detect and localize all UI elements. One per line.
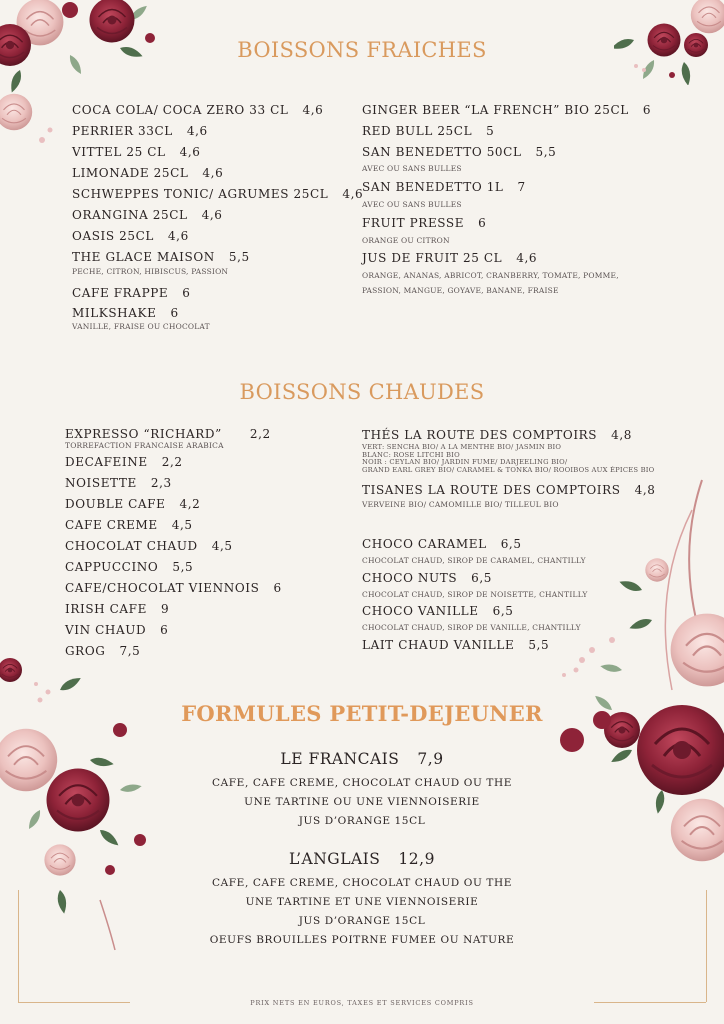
menu-item: OASIS 25CL 4,6 [72,229,189,243]
menu-item: GROG 7,5 [65,644,141,658]
menu-item-description: ORANGE, ANANAS, ABRICOT, CRANBERRY, TOMATE, POMME, [362,271,619,280]
formula-line: CAFE, CAFE CREME, CHOCOLAT CHAUD OU THE [211,877,512,889]
formula-anglais-title: L’ANGLAIS 12,9 [289,850,435,868]
menu-item: CHOCOLAT CHAUD 4,5 [65,539,233,553]
menu-item: CAPPUCCINO 5,5 [65,560,194,574]
menu-item-description: CHOCOLAT CHAUD, SIROP DE NOISETTE, CHANTILLY [362,590,588,599]
menu-item: THE GLACE MAISON 5,5 [72,250,250,264]
menu-item-description: VERT: SENCHA BIO/ A LA MENTHE BIO/ JASMIN BIO [362,443,562,451]
menu-item: LAIT CHAUD VANILLE 5,5 [362,638,550,652]
hot-drinks-title: BOISSONS CHAUDES [239,380,485,404]
menu-item-description: CHOCOLAT CHAUD, SIROP DE CARAMEL, CHANTILLY [362,556,586,565]
menu-item: PERRIER 33CL 4,6 [72,124,208,138]
menu-item-description: BLANC: ROSE LITCHI BIO [362,450,460,459]
formula-line: UNE TARTINE ET UNE VIENNOISERIE [245,896,479,908]
menu-item-description: AVEC OU SANS BULLES [362,200,462,209]
menu-item: SAN BENEDETTO 50CL 5,5 [362,145,557,159]
menu-item: TISANES LA ROUTE DES COMPTOIRS 4,8 [362,483,656,497]
menu-item: CAFE FRAPPE 6 [72,286,191,300]
menu-item-description: AVEC OU SANS BULLES [362,164,462,173]
formula-line: UNE TARTINE OU UNE VIENNOISERIE [244,796,480,808]
menu-item: NOISETTE 2,3 [65,476,172,490]
menu-item: VITTEL 25 CL 4,6 [72,145,201,159]
menu-item: JUS DE FRUIT 25 CL 4,6 [362,251,538,265]
menu-item: CHOCO CARAMEL 6,5 [362,537,522,551]
menu-item-description: VERVEINE BIO/ CAMOMILLE BIO/ TILLEUL BIO [362,500,559,509]
formula-line: CAFE, CAFE CREME, CHOCOLAT CHAUD OU THE [211,777,512,789]
menu-item: SCHWEPPES TONIC/ AGRUMES 25CL 4,6 [72,187,364,201]
menu-item-description: ORANGE OU CITRON [362,236,450,245]
menu-item: DECAFEINE 2,2 [65,455,183,469]
menu-item-description: PECHE, CITRON, HIBISCUS, PASSION [72,267,229,276]
formula-line: JUS D’ORANGE 15CL [298,915,426,927]
menu-item: VIN CHAUD 6 [65,623,169,637]
menu-item: RED BULL 25CL 5 [362,124,495,138]
menu-item-description: CHOCOLAT CHAUD, SIROP DE VANILLE, CHANTILLY [362,623,581,632]
menu-item: MILKSHAKE 6 [72,306,179,320]
footer-note: PRIX NETS EN EUROS, TAXES ET SERVICES COMPRIS [250,999,474,1007]
menu-item: THÉS LA ROUTE DES COMPTOIRS 4,8 [362,428,633,442]
floral-decoration-right [552,470,724,890]
menu-item: CHOCO VANILLE 6,5 [362,604,514,618]
menu-item: COCA COLA/ COCA ZERO 33 CL 4,6 [72,103,324,117]
menu-item-description: PASSION, MANGUE, GOYAVE, BANANE, FRAISE [362,286,559,295]
menu-item: GINGER BEER “LA FRENCH” BIO 25CL 6 [362,103,652,117]
menu-item: CAFE CREME 4,5 [65,518,193,532]
menu-item-description: NOIR : CEYLAN BIO/ JARDIN FUME/ DARJEELING BIO/ [362,458,568,466]
menu-item: IRISH CAFE 9 [65,602,170,616]
formula-line: OEUFS BROUILLES POITRNE FUMEE OU NATURE [209,934,515,946]
menu-item: SAN BENEDETTO 1L 7 [362,180,526,194]
menu-item: LIMONADE 25CL 4,6 [72,166,224,180]
menu-item: CAFE/CHOCOLAT VIENNOIS 6 [65,581,282,595]
menu-item: CHOCO NUTS 6,5 [362,571,493,585]
menu-item: FRUIT PRESSE 6 [362,216,487,230]
cold-drinks-title: BOISSONS FRAICHES [237,38,487,62]
formula-line: JUS D’ORANGE 15CL [298,815,426,827]
menu-item: DOUBLE CAFE 4,2 [65,497,201,511]
formula-francais-title: LE FRANCAIS 7,9 [280,750,444,768]
breakfast-title: FORMULES PETIT-DEJEUNER [181,701,543,726]
menu-item-description: GRAND EARL GREY BIO/ CARAMEL & TONKA BIO/ ROOIBOS AUX ÉPICES BIO [362,465,655,474]
menu-item: EXPRESSO “RICHARD” 2,2 [65,427,271,441]
menu-item: ORANGINA 25CL 4,6 [72,208,223,222]
menu-item-description: VANILLE, FRAISE OU CHOCOLAT [72,322,210,331]
menu-item-description: TORREFACTION FRANCAISE ARABICA [65,441,224,450]
